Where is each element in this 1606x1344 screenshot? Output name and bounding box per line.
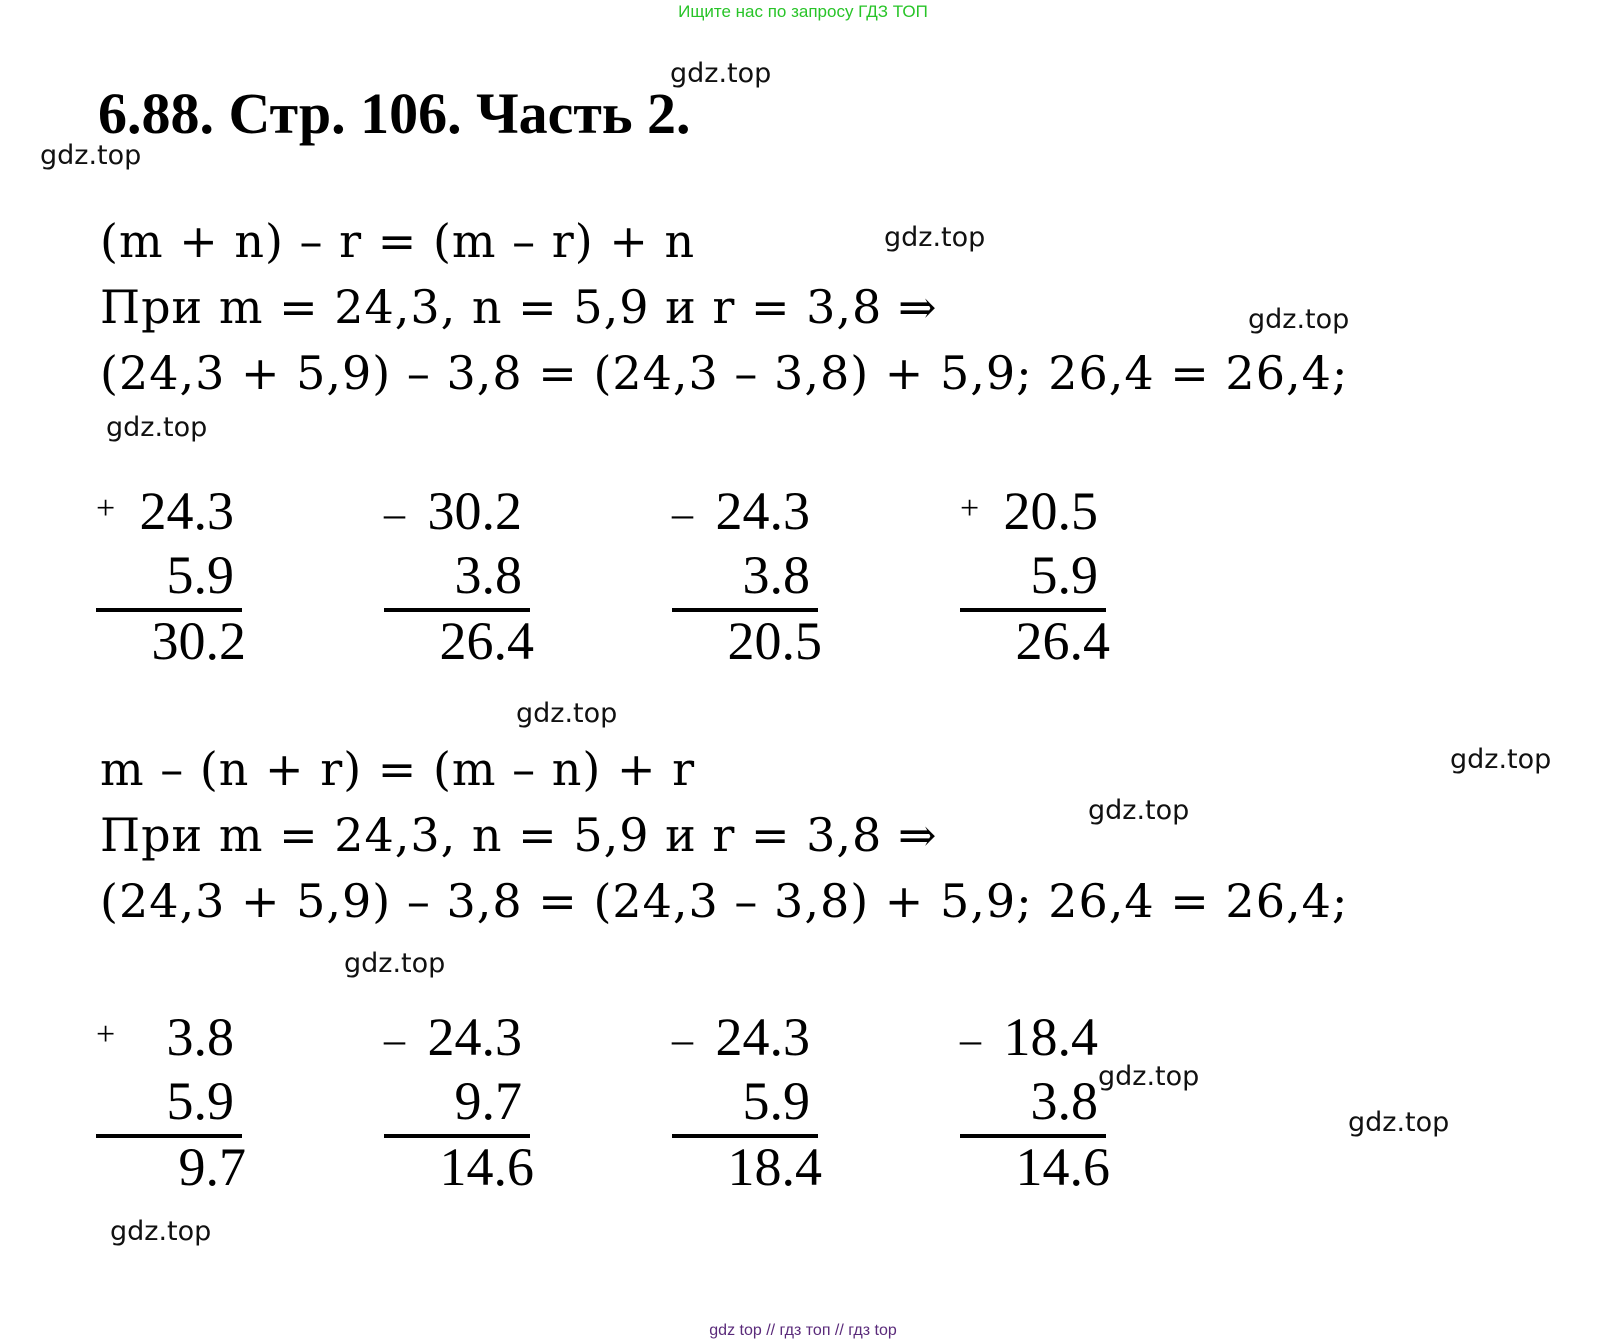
operator: +: [96, 490, 116, 527]
operator: _: [384, 477, 405, 523]
operand-bottom: 5.9: [1030, 545, 1098, 605]
result: 9.7: [178, 1137, 246, 1197]
page-title: 6.88. Стр. 106. Часть 2.: [98, 81, 691, 146]
formula-2: m – (n + r) = (m – n) + r: [100, 742, 696, 796]
column-calc: [672, 477, 822, 680]
result: 26.4: [439, 611, 534, 671]
operand-bottom: 3.8: [742, 545, 810, 605]
operator: _: [672, 1003, 693, 1049]
watermark: gdz.top: [1098, 1061, 1200, 1092]
operator: +: [96, 1016, 116, 1053]
footer-links[interactable]: gdz top // гдз топ // гдз top: [709, 1322, 897, 1339]
column-calc: [384, 1003, 534, 1206]
watermark: gdz.top: [1450, 744, 1552, 775]
operand-top: 24.3: [139, 481, 234, 541]
operator: _: [384, 1003, 405, 1049]
result: 26.4: [1015, 611, 1110, 671]
watermark: gdz.top: [1248, 304, 1350, 335]
result: 14.6: [439, 1137, 534, 1197]
watermark: gdz.top: [106, 412, 208, 443]
column-calc: [96, 1006, 246, 1206]
watermark: gdz.top: [884, 222, 986, 253]
watermark: gdz.top: [670, 58, 772, 89]
watermark: gdz.top: [40, 140, 142, 171]
watermark: gdz.top: [1348, 1107, 1450, 1138]
operand-top: 24.3: [715, 1007, 810, 1067]
operand-bottom: 5.9: [166, 1071, 234, 1131]
result: 18.4: [727, 1137, 822, 1197]
result: 20.5: [727, 611, 822, 671]
substitution-2: При m = 24,3, n = 5,9 и r = 3,8 ⇒: [100, 808, 938, 862]
check-1: (24,3 + 5,9) – 3,8 = (24,3 – 3,8) + 5,9; 26,4 = 26,4;: [100, 346, 1349, 400]
column-calc: [672, 1003, 822, 1206]
operand-bottom: 5.9: [166, 545, 234, 605]
operator: _: [672, 477, 693, 523]
formula-1: (m + n) – r = (m – r) + n: [100, 214, 696, 268]
operand-top: 3.8: [166, 1007, 234, 1067]
operand-bottom: 9.7: [454, 1071, 522, 1131]
watermark: gdz.top: [1088, 795, 1190, 826]
column-calc: [384, 477, 534, 680]
operand-top: 24.3: [715, 481, 810, 541]
operand-top: 20.5: [1003, 481, 1098, 541]
operand-top: 24.3: [427, 1007, 522, 1067]
watermark: gdz.top: [110, 1216, 212, 1247]
watermark: gdz.top: [516, 698, 618, 729]
substitution-1: При m = 24,3, n = 5,9 и r = 3,8 ⇒: [100, 280, 938, 334]
operand-top: 18.4: [1003, 1007, 1098, 1067]
operand-bottom: 3.8: [454, 545, 522, 605]
operator: _: [960, 1003, 981, 1049]
watermark: gdz.top: [344, 948, 446, 979]
column-calc: [96, 480, 246, 680]
search-banner[interactable]: Ищите нас по запросу ГДЗ ТОП: [678, 2, 928, 21]
operator: +: [960, 490, 980, 527]
operand-top: 30.2: [427, 481, 522, 541]
column-calc: [960, 480, 1110, 680]
operand-bottom: 5.9: [742, 1071, 810, 1131]
result: 30.2: [151, 611, 246, 671]
result: 14.6: [1015, 1137, 1110, 1197]
column-calc: [960, 1003, 1110, 1206]
check-2: (24,3 + 5,9) – 3,8 = (24,3 – 3,8) + 5,9; 26,4 = 26,4;: [100, 874, 1349, 928]
operand-bottom: 3.8: [1030, 1071, 1098, 1131]
